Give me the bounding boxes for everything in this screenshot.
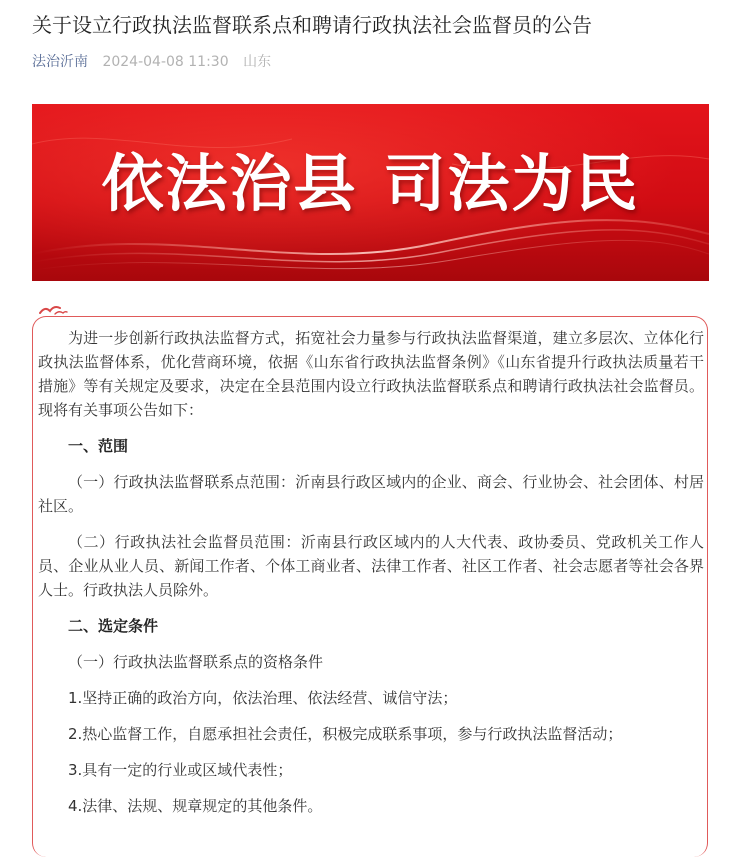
account-name-link[interactable]: 法治沂南	[32, 54, 88, 70]
article-meta	[32, 52, 271, 72]
banner-image	[32, 104, 709, 281]
condition-item-1: 1.坚持正确的政治方向，依法治理、依法经营、诚信守法；	[68, 689, 458, 707]
article-title: 关于设立行政执法监督联系点和聘请行政执法社会监督员的公告	[32, 13, 592, 37]
scope-item-contact-points: （一）行政执法监督联系点范围：沂南县行政区域内的企业、商会、行业协会、社会团体、村居社区。	[38, 473, 704, 515]
section-heading-conditions: 二、选定条件	[68, 617, 159, 635]
banner-slogan-left: 依法治县	[101, 147, 358, 220]
conditions-subheading: （一）行政执法监督联系点的资格条件	[68, 653, 324, 671]
publish-time: 2024-04-08 11:30	[102, 54, 229, 70]
condition-item-3: 3.具有一定的行业或区域代表性；	[68, 761, 293, 779]
seagull-icon	[38, 303, 68, 317]
section-heading-scope: 一、范围	[68, 437, 129, 455]
article-body	[38, 326, 704, 830]
scope-item-supervisors: （二）行政执法社会监督员范围：沂南县行政区域内的人大代表、政协委员、党政机关工作人员、企业从业人员、新闻工作者、个体工商业者、法律工作者、社区工作者、社会志愿者等社会各界人士。行政执法人员除外。	[38, 533, 704, 599]
banner-slogan-right: 司法为民	[383, 147, 640, 220]
intro-paragraph: 为进一步创新行政执法监督方式，拓宽社会力量参与行政执法监督渠道，建立多层次、立体化行政执法监督体系，优化营商环境，依据《山东省行政执法监督条例》《山东省提升行政执法质量若干措施》等有关规定及要求，决定在全县范围内设立行政执法监督联系点和聘请行政执法社会监督员。现将有关事项公告如下：	[38, 329, 704, 419]
condition-item-4: 4.法律、法规、规章规定的其他条件。	[68, 797, 323, 815]
publish-location: 山东	[243, 54, 272, 70]
condition-item-2: 2.热心监督工作，自愿承担社会责任，积极完成联系事项，参与行政执法监督活动；	[68, 725, 623, 743]
banner-slogan	[32, 144, 709, 224]
